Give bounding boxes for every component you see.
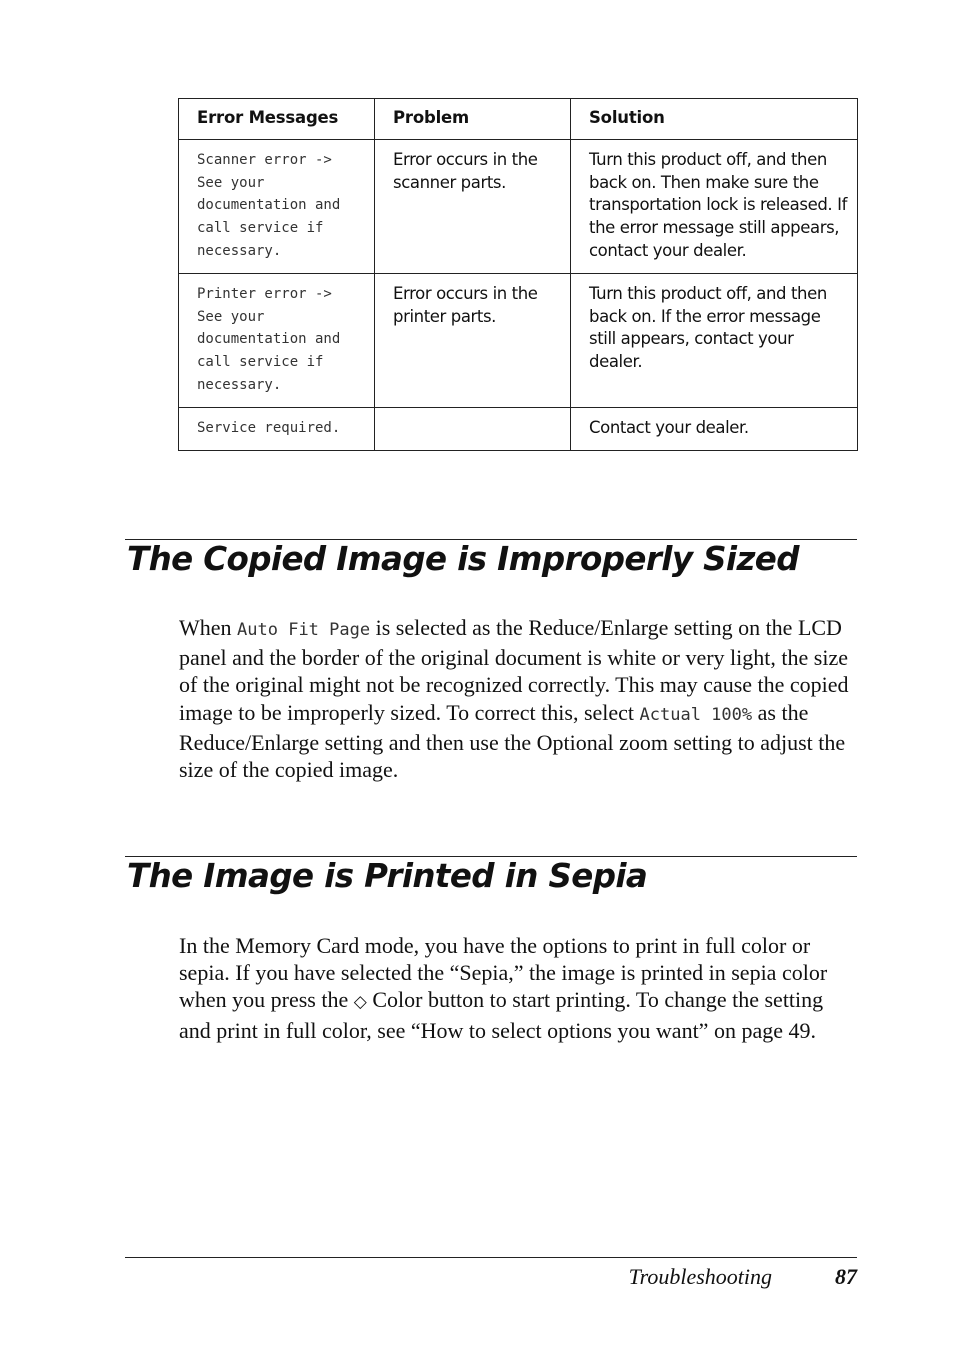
error-messages-table bbox=[178, 98, 858, 451]
solution-cell: Turn this product off, and then back on. Then make sure the transportation lock is released. If the error message still appears, contact your dealer. bbox=[571, 139, 858, 273]
solution-cell: Turn this product off, and then back on. If the error message still appears, contact your dealer. bbox=[571, 273, 858, 407]
problem-cell: Error occurs in the scanner parts. bbox=[375, 139, 571, 273]
lcd-setting-code: Auto Fit Page bbox=[237, 620, 371, 640]
section-heading: The Image is Printed in Sepia bbox=[127, 857, 648, 895]
footer-section-name: Troubleshooting bbox=[628, 1264, 772, 1289]
section-paragraph bbox=[179, 614, 855, 783]
solution-cell: Contact your dealer. bbox=[571, 407, 858, 450]
section-heading: The Copied Image is Improperly Sized bbox=[127, 540, 799, 578]
paragraph-text: When bbox=[179, 615, 238, 640]
table-row bbox=[179, 139, 858, 273]
table-row bbox=[179, 407, 858, 450]
section-paragraph bbox=[179, 932, 855, 1044]
header-problem: Problem bbox=[375, 99, 571, 140]
paragraph-text: is selected as the Reduce/Enlarge setting on the LCD panel and the border of the original document is white or very light, the size of the original might not be recognized correctly. This may cause the copied image to be improperly sized. To correct this, select bbox=[179, 615, 849, 725]
footer-divider bbox=[125, 1257, 857, 1258]
header-solution: Solution bbox=[571, 99, 858, 140]
error-message-cell: Service required. bbox=[179, 407, 375, 450]
table-row bbox=[179, 273, 858, 407]
page-number: 87 bbox=[835, 1264, 857, 1289]
paragraph-text: as the Reduce/Enlarge setting and then use the Optional zoom setting to adjust the size of the copied image. bbox=[179, 699, 846, 783]
error-message-cell: Printer error -> See your documentation and call service if necessary. bbox=[179, 273, 375, 407]
paragraph-text: In the Memory Card mode, you have the options to print in full color or sepia. If you have selected the “Sepia,” the image is printed in sepia color when you press the bbox=[179, 933, 828, 1013]
problem-cell bbox=[375, 407, 571, 450]
paragraph-text: Color button to start printing. To change the setting and print in full color, see “How to select options you want” on page 49. bbox=[179, 987, 824, 1043]
lcd-setting-code: Actual 100% bbox=[639, 704, 753, 725]
error-message-cell: Scanner error -> See your documentation and call service if necessary. bbox=[179, 139, 375, 273]
header-error-messages: Error Messages bbox=[179, 99, 375, 140]
table-header-row bbox=[179, 99, 858, 140]
problem-cell: Error occurs in the printer parts. bbox=[375, 273, 571, 407]
color-button-icon: ◇ bbox=[353, 992, 367, 1013]
